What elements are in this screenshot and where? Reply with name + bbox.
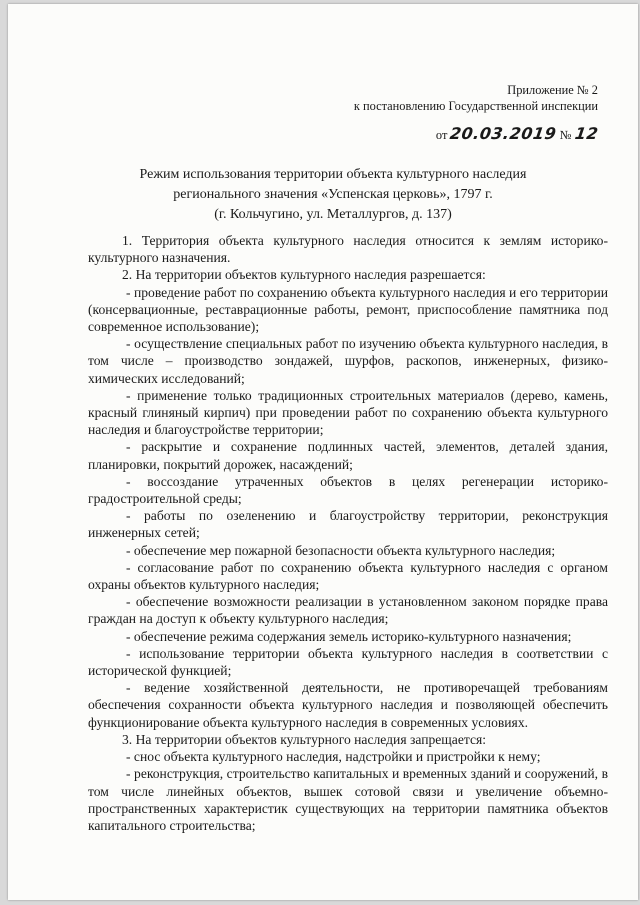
allowed-item: - обеспечение режима содержания земель историко-культурного назначения; <box>126 628 572 644</box>
allowed-item: - использование территории объекта культурного наследия в соответствии с исторической функцией; <box>88 645 608 679</box>
allowed-item: - применение только традиционных строительных материалов (дерево, камень, красный глиняный кирпич) при проведении работ по сохранению объекта культурного наследия и благоустройстве территории; <box>88 387 608 438</box>
annex-decree: к постановлению Государственной инспекции <box>353 99 598 113</box>
title-line-2: регионального значения «Успенская церковь», 1797 г. <box>173 187 493 202</box>
handwritten-number: 12 <box>573 124 600 143</box>
annex-date-line <box>298 126 598 143</box>
allowed-item: - раскрытие и сохранение подлинных частей, элементов, деталей здания, планировки, покрытий дорожек, насаждений; <box>88 439 608 472</box>
document-body <box>88 232 608 834</box>
annex-header <box>298 82 598 143</box>
allowed-item: - ведение хозяйственной деятельности, не противоречащей требованиям обеспечения сохранности объекта культурного наследия и позволяющей обеспечить функционирование объекта культурного наследия в современных условиях. <box>88 680 608 730</box>
paragraph-2: 2. На территории объектов культурного наследия разрешается: <box>122 267 486 283</box>
allowed-item: - обеспечение возможности реализации в установленном законом порядке права граждан на доступ к объекту культурного наследия; <box>88 594 608 627</box>
handwritten-date: 20.03.2019 <box>449 124 559 143</box>
forbidden-item: - реконструкция, строительство капитальных и временных зданий и сооружений, в том числе линейных объектов, вышек сотовой связи и увеличение объемно-пространственных характеристик существующих на территории памятника объектов капитального строительства; <box>88 766 608 833</box>
number-prefix: № <box>559 128 572 142</box>
allowed-item: - согласование работ по сохранению объекта культурного наследия с органом охраны объектов культурного наследия; <box>88 559 608 593</box>
allowed-item: - обеспечение мер пожарной безопасности объекта культурного наследия; <box>126 542 556 558</box>
title-line-3: (г. Кольчугино, ул. Металлургов, д. 137) <box>214 207 452 222</box>
document-title <box>118 165 548 225</box>
allowed-item: - осуществление специальных работ по изучению объекта культурного наследия, в том числе – производство зондажей, шурфов, раскопов, инженерных, физико-химических исследований; <box>88 336 608 386</box>
forbidden-item: - снос объекта культурного наследия, надстройки и пристройки к нему; <box>126 749 541 765</box>
allowed-item: - проведение работ по сохранению объекта культурного наследия и его территории (консервационные, реставрационные работы, ремонт, приспособление памятника под современное использование); <box>88 284 608 335</box>
allowed-item: - воссоздание утраченных объектов в целях регенерации историко-градостроительной среды; <box>88 473 608 507</box>
paragraph-1: 1. Территория объекта культурного наследия относится к землям историко-культурного назначения. <box>88 233 608 266</box>
title-line-1: Режим использования территории объекта культурного наследия <box>139 167 527 182</box>
date-prefix: от <box>435 128 448 142</box>
allowed-item: - работы по озеленению и благоустройству территории, реконструкция инженерных сетей; <box>88 508 608 541</box>
document-page <box>8 4 638 900</box>
paragraph-3: 3. На территории объектов культурного наследия запрещается: <box>122 731 487 747</box>
annex-title: Приложение № 2 <box>507 83 598 97</box>
